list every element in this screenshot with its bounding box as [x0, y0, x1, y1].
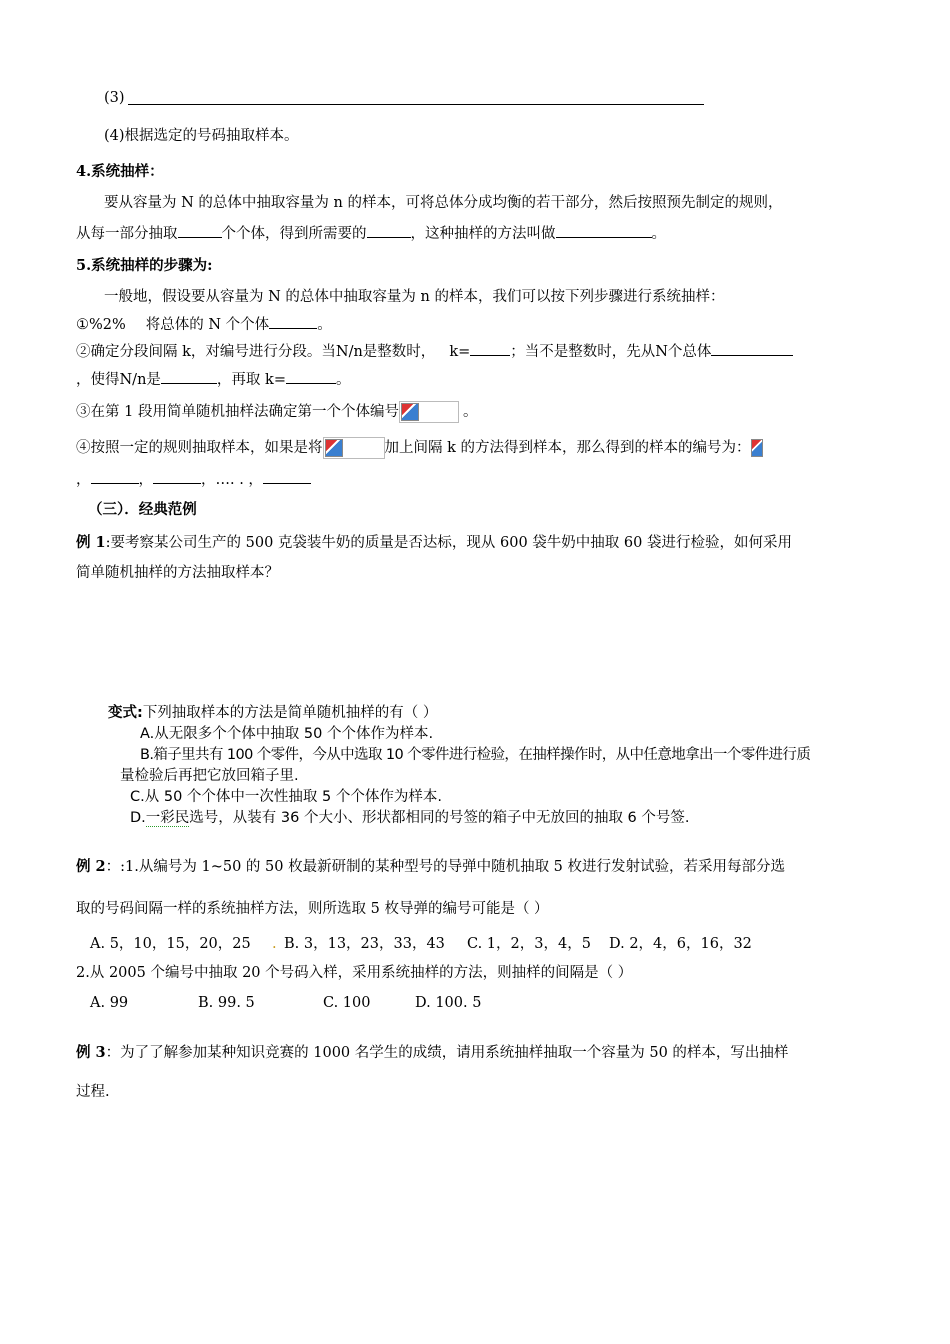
example-1-text-2: 简单随机抽样的方法抽取样本？: [76, 565, 279, 581]
example-2-q2-option-d: [415, 993, 481, 1013]
variant-option-b-text-2: 量检验后再把它放回箱子里.: [120, 768, 299, 784]
para-4-text-1: 要从容量为 N 的总体中抽取容量为 n 的样本，可将总体分成均衡的若干部分，然后按照预先制定的规则，: [104, 195, 783, 211]
example-2-line-2: [76, 899, 549, 919]
step-s2-seg-3: ；当不是整数时，先从N个总体: [510, 344, 712, 360]
heading-5-text: 5.系统抽样的步骤为:: [76, 257, 213, 274]
step-s3-seg-1: ③在第 1 段用简单随机抽样法确定第一个个体编号: [76, 404, 399, 420]
step-s4: [76, 437, 763, 459]
step-s2b-seg-3: 。: [335, 372, 351, 388]
variant-option-a: [140, 724, 433, 744]
heading-4: [76, 162, 164, 182]
broken-image-icon: [325, 439, 343, 457]
step-s2b: [76, 369, 350, 390]
step-s1-seg-3: 。: [317, 317, 332, 333]
para-5-seg-2: 总体中抽取容量为 n 的样本，我们可以按下列步骤进行系统抽样：: [299, 289, 725, 305]
blank-2: [367, 223, 411, 238]
para-4-seg-4: 。: [651, 226, 666, 242]
para-4-line-1: [104, 193, 782, 213]
example-1-text-1: :要考察某公司生产的 500 克袋装牛奶的质量是否达标，现从 600 袋牛奶中抽取 60 袋进行检验，如何采用: [105, 535, 792, 551]
step-3-line: [104, 88, 125, 108]
step-s4b-seg-1: ，: [76, 472, 91, 488]
example-2-seg-1: 取的号码间隔一样的系统抽样方法，则所选取 5 枚: [76, 901, 399, 917]
para-5-seg-1: 一般地，假设要从容量为 N 的: [104, 289, 300, 305]
blank-3: [556, 223, 652, 238]
variant-option-b-text-1: B.箱子里共有 100 个零件，今从中选取 10 个零件进行检验，在抽样操作时，从中任意地拿出一个零件进行质: [140, 747, 811, 763]
heading-4-text: 4.系统抽样：: [76, 163, 164, 180]
heading-5: [76, 256, 213, 276]
blank-11: [263, 469, 311, 484]
example-2-option-c-text: C. 1，2，3，4，5: [467, 936, 591, 952]
step-s1: [76, 314, 332, 335]
example-2-q2-option-c-text: C. 100: [323, 995, 371, 1011]
variant-option-d-seg-2: 一彩民: [145, 810, 190, 826]
para-4-seg-3: ，这种抽样的方法叫做: [410, 226, 556, 242]
blank-6: [711, 341, 793, 356]
example-2-q2-option-b: [198, 993, 255, 1013]
step-s2b-seg-2: ，再取 k=: [216, 372, 286, 388]
variant-option-c-text: C.从 50 个个体中一次性抽取 5 个个体作为样本.: [130, 789, 442, 805]
example-1-label: 例 1: [76, 534, 106, 551]
example-2-text-1: ：:1.从编号为 1~50 的 50 枚最新研制的某种型号的导弹中随机抽取 5 枚进行发射试验，若采用每部分选: [105, 859, 786, 875]
variant-option-d-seg-3: 选号，从装有 36 个大小、形状都相同的号签的箱子中无放回的抽取 6 个号签.: [189, 810, 690, 826]
step-s3-seg-2: 。: [462, 404, 478, 420]
example-3-label: 例 3: [76, 1044, 106, 1061]
variant-option-a-text: A.从无限多个个体中抽取 50 个个体作为样本.: [140, 726, 434, 742]
example-2-line-1: [76, 857, 785, 877]
blank-4: [269, 314, 317, 329]
heading-3: [88, 500, 197, 520]
example-1-line-1: [76, 533, 792, 553]
example-1-line-2: [76, 563, 279, 583]
example-2-q2-seg-2: 间隔是（ ）: [555, 965, 633, 981]
para-5-line: [104, 287, 724, 307]
step-3-label: (3): [104, 90, 125, 106]
step-4-line: [104, 126, 299, 146]
example-2-label: 例 2: [76, 858, 106, 875]
blank-5: [470, 341, 510, 356]
example-3-text-2: 过程.: [76, 1084, 110, 1100]
variant-option-b-2: [120, 766, 299, 786]
example-2-option-b: [284, 934, 445, 954]
heading-3-text: （三）．经典范例: [88, 501, 197, 518]
broken-image-icon: [751, 439, 763, 457]
stray-mark: .: [272, 936, 277, 952]
step-s2b-seg-1: ，使得N/n是: [76, 372, 161, 388]
variant-label: 变式:: [108, 705, 143, 721]
broken-image-icon: [401, 403, 419, 421]
step-s4b-seg-3: ，…. . ，: [201, 472, 263, 488]
para-4-seg-1: 从每一部分抽取: [76, 226, 178, 242]
variant-option-b-1: [140, 745, 810, 765]
example-2-option-c: [467, 934, 591, 954]
blank-7: [161, 369, 217, 384]
example-2-option-d-text: D. 2，4，6，16，32: [609, 936, 752, 952]
example-2-q2-option-b-text: B. 99. 5: [198, 995, 255, 1011]
step-s2: [76, 341, 793, 362]
variant-question-text: 下列抽取样本的方法是简单随机抽样的有（ ）: [142, 705, 438, 721]
step-4-text: (4)根据选定的号码抽取样本。: [104, 128, 299, 144]
example-2-q2-option-a: [90, 993, 128, 1013]
example-3-line-1: [76, 1043, 788, 1063]
step-s2-seg-2: k=: [449, 344, 471, 360]
step-s2-seg-1: ②确定分段间隔 k，对编号进行分段。当N/n是整数时，: [76, 344, 436, 360]
example-2-q2-option-a-text: A. 99: [90, 995, 129, 1011]
step-s3: [76, 401, 477, 423]
step-s1-seg-1: ①%2%: [76, 317, 126, 333]
variant-option-d: [130, 808, 690, 828]
example-2-option-b-text: B. 3，13，23，33，43: [284, 936, 445, 952]
blank-8: [286, 369, 336, 384]
image-placeholder-2: [323, 437, 385, 459]
example-2-option-a-text: A. 5，10，15，20，25: [90, 936, 251, 952]
step-s4-seg-1: ④按照一定的规则抽取样本，如果是将: [76, 440, 323, 456]
variant-option-d-seg-1: D.: [130, 810, 146, 826]
step-s4-seg-2: 加上间隔 k 的方法得到样本，那么得到的样本的编号为：: [384, 440, 751, 456]
para-4-line-2: [76, 223, 666, 244]
variant-option-c: [130, 787, 442, 807]
variant-question: [108, 703, 437, 723]
step-s1-seg-2: 将总体的 N 个个体: [145, 317, 270, 333]
step-s4b-seg-2: ，: [138, 472, 153, 488]
step-s4b: [76, 469, 311, 490]
example-2-q2: [76, 963, 632, 983]
blank-10: [153, 469, 201, 484]
example-2-option-d: [609, 934, 752, 954]
example-3-line-2: [76, 1082, 110, 1102]
para-4-seg-2: 个个体，得到所需要的: [221, 226, 367, 242]
example-3-text-1: ：为了了解参加某种知识竞赛的 1000 名学生的成绩，请用系统抽样抽取一个容量为 50 的样本，写出抽样: [105, 1045, 789, 1061]
image-placeholder-1: [399, 401, 459, 423]
example-2-option-a: [90, 934, 251, 954]
blank-9: [91, 469, 139, 484]
example-2-q2-seg-1: 2.从 2005 个编号中抽取 20 个号码入样，采用系统抽样的方法，则抽样的: [76, 965, 556, 981]
example-2-q2-option-c: [323, 993, 370, 1013]
step-3-blank: [128, 104, 704, 105]
example-2-seg-2: 导弹的编号可能是（ ）: [398, 901, 549, 917]
blank-1: [178, 223, 222, 238]
example-2-q2-option-d-text: D. 100. 5: [415, 995, 482, 1011]
